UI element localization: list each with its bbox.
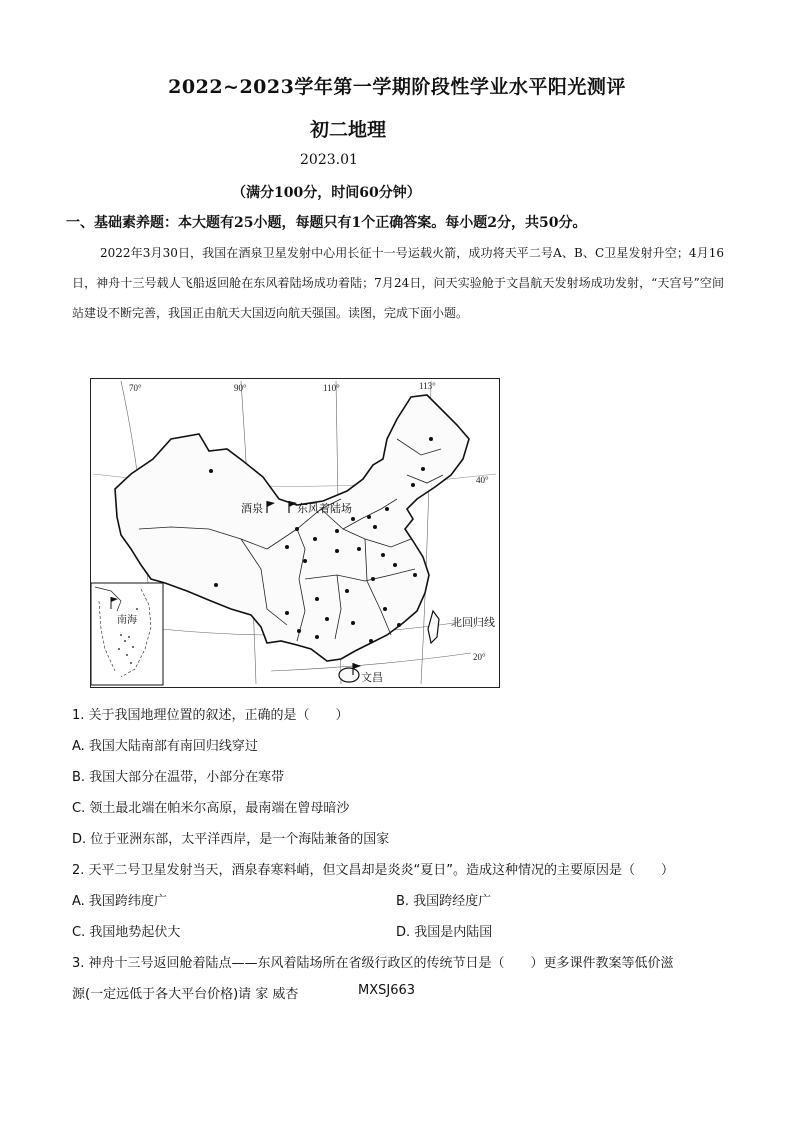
lat-20-label: 20° xyxy=(473,652,486,662)
question-1-option-c: C. 领土最北端在帕米尔高原，最南端在曾母暗沙 xyxy=(72,801,350,816)
hainan-island xyxy=(339,668,359,682)
south-sea-label: 南海 xyxy=(117,615,137,626)
china-map xyxy=(90,378,500,688)
question-2-stem: 2. 天平二号卫星发射当天，酒泉春寒料峭，但文昌却是炎炎“夏日”。造成这种情况的主要原因是（ ） xyxy=(72,863,675,878)
question-1-option-a: A. 我国大陆南部有南回归线穿过 xyxy=(72,739,258,754)
lon-110-label: 110° xyxy=(323,383,340,393)
exam-subtitle: 初二地理 xyxy=(310,119,387,141)
passage xyxy=(72,238,724,328)
wenchang-label: 文昌 xyxy=(361,671,383,684)
lat-40-label: 40° xyxy=(476,475,489,485)
taiwan-island xyxy=(428,611,439,643)
question-2-option-b: B. 我国跨经度广 xyxy=(396,894,492,909)
question-1-stem: 1. 关于我国地理位置的叙述，正确的是（ ） xyxy=(72,708,349,723)
lon-70-label: 70° xyxy=(129,383,142,393)
question-1-option-b: B. 我国大部分在温带，小部分在寒带 xyxy=(72,770,285,785)
question-3-stem-line2: 源(一定远低于各大平台价格)请 家 威杏 xyxy=(72,987,299,1002)
jiuquan-label: 酒泉 xyxy=(241,502,263,515)
china-map-figure xyxy=(91,379,499,687)
question-2-option-c: C. 我国地势起伏大 xyxy=(72,925,181,940)
question-3-code: MXSJ663 xyxy=(358,983,416,998)
exam-title: 2022~2023学年第一学期阶段性学业水平阳光测评 xyxy=(168,76,626,98)
exam-date: 2023.01 xyxy=(300,152,358,168)
question-2-option-d: D. 我国是内陆国 xyxy=(396,925,493,940)
question-1-option-d: D. 位于亚洲东部，太平洋西岸，是一个海陆兼备的国家 xyxy=(72,832,390,847)
section-heading: 一、基础素养题：本大题有25小题，每题只有1个正确答案。每小题2分，共50分。 xyxy=(66,215,587,231)
lon-90-label: 90° xyxy=(234,383,247,393)
passage-text: 2022年3月30日，我国在酒泉卫星发射中心用长征十一号运载火箭，成功将天平二号A、B、C卫星发射升空；4月16日，神舟十三号载人飞船返回舱在东风着陆场成功着陆；7月24日，问天实验舱于文昌航天发射场成功发射，“天宫号”空间站建设不断完善，我国正由航天大国迈向航天强国。读图，完成下面小题。 xyxy=(72,246,724,320)
lon-113-label: 113° xyxy=(419,381,436,391)
question-2-option-a: A. 我国跨纬度广 xyxy=(72,894,167,909)
dongfeng-label: 东风着陆场 xyxy=(297,502,352,515)
china-outline xyxy=(115,395,469,661)
south-sea-inset xyxy=(91,583,163,685)
tropic-label: 北回归线 xyxy=(451,616,495,629)
score-info: （满分100分，时间60分钟） xyxy=(232,185,421,201)
question-3-stem-line1: 3. 神舟十三号返回舱着陆点——东风着陆场所在省级行政区的传统节日是（ ）更多课件教案等低价滋 xyxy=(72,956,674,971)
